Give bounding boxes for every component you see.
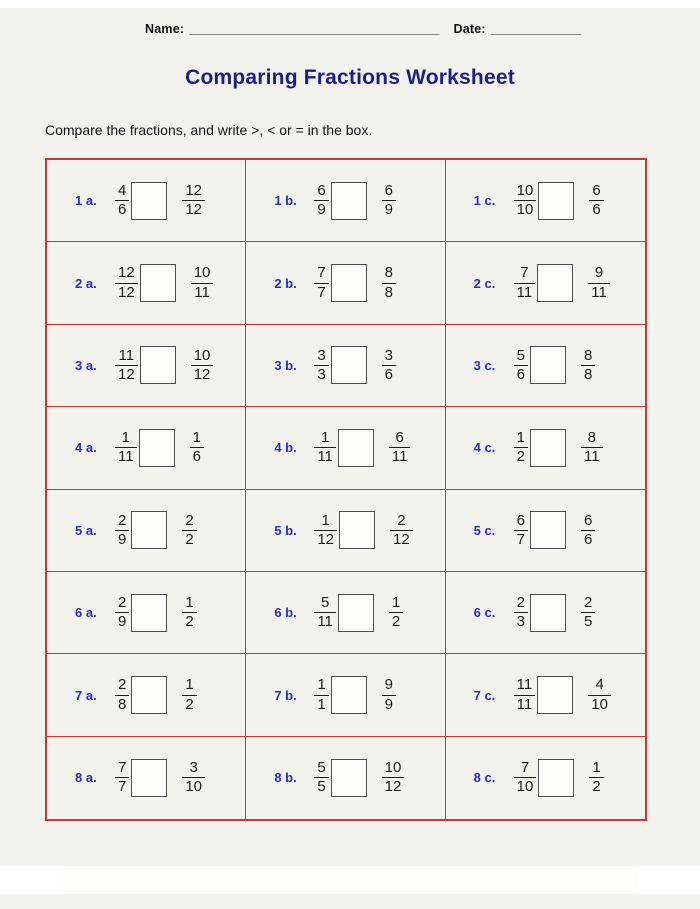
problem-label: 5 a. <box>75 522 97 538</box>
right-fraction <box>182 513 196 548</box>
right-fraction <box>581 430 603 465</box>
problem-cell <box>246 572 445 654</box>
right-fraction-numerator: 10 <box>193 346 211 364</box>
left-fraction <box>514 183 537 218</box>
right-fraction-denominator: 12 <box>182 200 205 218</box>
right-fraction-numerator: 1 <box>592 759 601 777</box>
left-fraction-denominator: 9 <box>314 200 328 218</box>
left-fraction-denominator: 12 <box>115 365 138 383</box>
left-fraction <box>314 677 328 712</box>
left-fraction <box>314 348 328 383</box>
right-fraction-numerator: 3 <box>189 759 198 777</box>
right-fraction-numerator: 10 <box>384 759 402 777</box>
left-fraction-denominator: 12 <box>314 530 337 548</box>
left-fraction-numerator: 11 <box>516 676 533 694</box>
right-fraction <box>190 430 204 465</box>
right-fraction-denominator: 6 <box>382 365 396 383</box>
left-fraction-numerator: 5 <box>320 593 330 611</box>
right-fraction-denominator: 6 <box>589 200 603 218</box>
right-fraction <box>581 348 595 383</box>
right-fraction-denominator: 10 <box>588 695 611 713</box>
right-fraction-numerator: 6 <box>384 182 394 199</box>
left-fraction-numerator: 7 <box>520 759 530 777</box>
right-fraction-denominator: 11 <box>588 283 610 301</box>
right-fraction <box>382 265 396 300</box>
page-background-lower <box>0 894 700 909</box>
answer-box[interactable] <box>530 346 566 384</box>
right-fraction-numerator: 1 <box>391 593 401 611</box>
right-fraction-numerator: 1 <box>185 593 194 611</box>
answer-box[interactable] <box>339 511 375 549</box>
right-fraction-numerator: 12 <box>185 182 203 199</box>
left-fraction-denominator: 2 <box>514 447 528 465</box>
left-fraction-denominator: 9 <box>115 530 129 548</box>
right-fraction <box>581 595 595 630</box>
answer-box[interactable] <box>331 346 367 384</box>
left-fraction-numerator: 5 <box>317 759 326 777</box>
right-fraction <box>182 677 196 712</box>
left-fraction-numerator: 1 <box>321 511 330 529</box>
right-fraction-numerator: 4 <box>595 676 604 694</box>
right-fraction <box>588 265 610 300</box>
problem-cell <box>446 737 645 819</box>
problem-label: 4 b. <box>274 440 297 456</box>
answer-box[interactable] <box>338 594 374 632</box>
right-fraction-numerator: 9 <box>594 264 604 282</box>
right-fraction-denominator: 6 <box>581 530 595 548</box>
right-fraction-denominator: 2 <box>182 695 196 713</box>
right-fraction-denominator: 2 <box>182 612 196 630</box>
right-fraction-numerator: 8 <box>384 264 394 282</box>
left-fraction-numerator: 1 <box>320 429 330 447</box>
page-margin-band <box>62 866 638 894</box>
answer-box[interactable] <box>140 264 176 302</box>
right-fraction-denominator: 9 <box>382 200 396 218</box>
left-fraction-denominator: 8 <box>115 695 129 713</box>
problem-label: 6 b. <box>274 605 297 621</box>
problem-label: 2 a. <box>75 275 97 291</box>
right-fraction-numerator: 8 <box>587 429 596 447</box>
left-fraction-numerator: 11 <box>118 346 135 364</box>
right-fraction-numerator: 8 <box>584 346 593 364</box>
left-fraction-numerator: 1 <box>516 429 525 447</box>
date-fill-line[interactable]: _____________ <box>490 22 582 36</box>
problem-cell <box>246 160 445 242</box>
right-fraction <box>588 677 611 712</box>
answer-box[interactable] <box>139 429 175 467</box>
right-fraction <box>389 595 403 630</box>
answer-box[interactable] <box>537 264 573 302</box>
left-fraction <box>115 183 129 218</box>
problem-cell <box>47 572 246 654</box>
problem-label: 4 a. <box>75 440 97 456</box>
right-fraction <box>382 677 396 712</box>
right-fraction-denominator: 2 <box>182 530 196 548</box>
answer-box[interactable] <box>331 182 367 220</box>
answer-box[interactable] <box>131 676 167 714</box>
right-fraction-numerator: 1 <box>192 429 201 447</box>
right-fraction-denominator: 12 <box>382 777 405 795</box>
problem-label: 5 b. <box>274 522 297 538</box>
right-fraction <box>589 760 603 795</box>
left-fraction-denominator: 6 <box>514 365 528 383</box>
left-fraction <box>115 595 129 630</box>
left-fraction-numerator: 3 <box>317 346 326 364</box>
left-fraction-denominator: 3 <box>314 365 328 383</box>
right-fraction <box>390 513 413 548</box>
left-fraction <box>514 265 536 300</box>
problem-label: 2 b. <box>274 275 297 291</box>
right-fraction-numerator: 6 <box>592 182 601 199</box>
left-fraction-numerator: 12 <box>118 264 135 282</box>
problem-cell <box>446 572 645 654</box>
name-fill-line[interactable]: ____________________________________ <box>189 22 440 36</box>
left-fraction <box>314 760 328 795</box>
right-fraction-denominator: 6 <box>190 447 204 465</box>
right-fraction <box>589 183 603 218</box>
right-fraction <box>182 595 196 630</box>
left-fraction <box>115 677 129 712</box>
left-fraction-denominator: 11 <box>514 695 536 713</box>
left-fraction <box>514 513 528 548</box>
right-fraction-denominator: 8 <box>581 365 595 383</box>
right-fraction <box>182 183 205 218</box>
left-fraction <box>314 513 337 548</box>
problem-label: 3 a. <box>75 357 97 373</box>
problem-cell <box>246 654 445 736</box>
right-fraction-denominator: 11 <box>389 447 411 465</box>
problem-cell <box>47 242 246 324</box>
problem-cell <box>446 654 645 736</box>
problem-label: 7 c. <box>473 687 496 703</box>
answer-box[interactable] <box>131 182 167 220</box>
right-fraction-denominator: 5 <box>581 612 595 630</box>
problem-label: 4 c. <box>473 440 496 456</box>
left-fraction <box>514 595 528 630</box>
left-fraction-denominator: 9 <box>115 612 129 630</box>
answer-box[interactable] <box>338 429 374 467</box>
right-fraction <box>191 265 214 300</box>
left-fraction <box>115 348 138 383</box>
problem-cell <box>47 490 246 572</box>
answer-box[interactable] <box>538 182 574 220</box>
left-fraction-denominator: 5 <box>314 777 328 795</box>
left-fraction <box>514 430 528 465</box>
problem-cell <box>446 325 645 407</box>
right-fraction-denominator: 2 <box>589 777 603 795</box>
problem-label: 1 a. <box>75 193 97 209</box>
left-fraction <box>115 265 138 300</box>
problem-label: 6 c. <box>473 605 496 621</box>
left-fraction-numerator: 2 <box>118 676 127 694</box>
problem-cell <box>246 737 445 819</box>
right-fraction-denominator: 2 <box>389 612 403 630</box>
right-fraction-numerator: 3 <box>384 346 394 364</box>
left-fraction-numerator: 5 <box>516 346 525 364</box>
problem-cell <box>446 242 645 324</box>
left-fraction <box>514 348 528 383</box>
answer-box[interactable] <box>331 759 367 797</box>
right-fraction-denominator: 11 <box>581 447 603 465</box>
problem-label: 6 a. <box>75 605 97 621</box>
problem-cell <box>47 654 246 736</box>
left-fraction-numerator: 4 <box>118 182 127 199</box>
left-fraction <box>514 677 536 712</box>
left-fraction <box>314 430 336 465</box>
left-fraction-numerator: 2 <box>516 593 525 611</box>
problem-label: 5 c. <box>473 522 496 538</box>
right-fraction <box>382 348 396 383</box>
left-fraction-denominator: 11 <box>514 283 536 301</box>
left-fraction-numerator: 10 <box>516 182 534 199</box>
left-fraction-denominator: 7 <box>514 530 528 548</box>
answer-box[interactable] <box>530 429 566 467</box>
problem-cell <box>47 325 246 407</box>
answer-box[interactable] <box>538 759 574 797</box>
right-fraction-denominator: 11 <box>191 283 213 301</box>
right-fraction <box>382 183 396 218</box>
left-fraction-numerator: 1 <box>317 676 326 694</box>
left-fraction-denominator: 10 <box>514 777 537 795</box>
left-fraction-denominator: 12 <box>115 283 138 301</box>
left-fraction-denominator: 11 <box>314 612 336 630</box>
right-fraction-denominator: 12 <box>390 530 413 548</box>
left-fraction <box>115 430 137 465</box>
right-fraction-denominator: 8 <box>382 283 396 301</box>
left-fraction-numerator: 2 <box>118 511 127 529</box>
answer-box[interactable] <box>331 264 367 302</box>
problem-label: 8 c. <box>473 770 496 786</box>
right-fraction <box>182 760 205 795</box>
problem-label: 7 a. <box>75 687 97 703</box>
name-label: Name: <box>145 22 185 36</box>
problem-label: 1 b. <box>274 193 297 209</box>
right-fraction-numerator: 2 <box>185 511 194 529</box>
problem-label: 3 b. <box>274 357 297 373</box>
right-fraction-denominator: 10 <box>182 777 205 795</box>
left-fraction-numerator: 7 <box>118 759 127 777</box>
right-fraction-numerator: 10 <box>193 264 211 282</box>
left-fraction-numerator: 1 <box>121 429 130 447</box>
answer-box[interactable] <box>131 511 167 549</box>
left-fraction <box>115 513 129 548</box>
answer-box[interactable] <box>131 594 167 632</box>
left-fraction <box>115 760 129 795</box>
left-fraction-denominator: 10 <box>514 200 537 218</box>
answer-box[interactable] <box>530 511 566 549</box>
problem-cell <box>446 490 645 572</box>
left-fraction-denominator: 3 <box>514 612 528 630</box>
date-label: Date: <box>453 22 486 36</box>
problem-cell <box>47 160 246 242</box>
right-fraction <box>389 430 411 465</box>
left-fraction-numerator: 7 <box>520 264 529 282</box>
right-fraction-numerator: 1 <box>185 676 194 694</box>
right-fraction-numerator: 6 <box>395 429 404 447</box>
right-fraction <box>191 348 214 383</box>
answer-box[interactable] <box>530 594 566 632</box>
left-fraction-numerator: 2 <box>118 593 127 611</box>
problem-cell <box>246 242 445 324</box>
left-fraction-numerator: 7 <box>317 264 326 282</box>
left-fraction-denominator: 6 <box>115 200 129 218</box>
answer-box[interactable] <box>537 676 573 714</box>
problem-cell <box>246 407 445 489</box>
right-fraction-denominator: 9 <box>382 695 396 713</box>
worksheet-table <box>45 158 647 821</box>
right-fraction-numerator: 9 <box>384 676 394 694</box>
left-fraction <box>314 183 328 218</box>
right-fraction-denominator: 12 <box>191 365 214 383</box>
problem-cell <box>446 160 645 242</box>
answer-box[interactable] <box>131 759 167 797</box>
problem-cell <box>47 737 246 819</box>
page-title: Comparing Fractions Worksheet <box>185 66 515 89</box>
problem-label: 1 c. <box>473 193 496 209</box>
instruction-text: Compare the fractions, and write >, < or = in the box. <box>45 122 373 138</box>
left-fraction-denominator: 7 <box>314 283 328 301</box>
right-fraction <box>581 513 595 548</box>
left-fraction-denominator: 1 <box>314 695 328 713</box>
left-fraction-denominator: 11 <box>115 447 137 465</box>
left-fraction <box>514 760 537 795</box>
problem-label: 2 c. <box>473 275 496 291</box>
right-fraction-numerator: 2 <box>397 511 406 529</box>
problem-label: 8 b. <box>274 770 297 786</box>
left-fraction-denominator: 11 <box>314 447 336 465</box>
problem-cell <box>246 325 445 407</box>
answer-box[interactable] <box>140 346 176 384</box>
problem-cell <box>47 407 246 489</box>
left-fraction <box>314 595 336 630</box>
problem-label: 7 b. <box>274 687 297 703</box>
right-fraction-numerator: 2 <box>584 593 593 611</box>
right-fraction <box>382 760 405 795</box>
left-fraction-numerator: 6 <box>317 182 326 199</box>
answer-box[interactable] <box>331 676 367 714</box>
name-date-row <box>145 22 581 36</box>
problem-cell <box>246 490 445 572</box>
problem-cell <box>446 407 645 489</box>
left-fraction-numerator: 6 <box>516 511 525 529</box>
problem-label: 3 c. <box>473 357 496 373</box>
right-fraction-numerator: 6 <box>584 511 593 529</box>
left-fraction-denominator: 7 <box>115 777 129 795</box>
left-fraction <box>314 265 328 300</box>
problem-label: 8 a. <box>75 770 97 786</box>
